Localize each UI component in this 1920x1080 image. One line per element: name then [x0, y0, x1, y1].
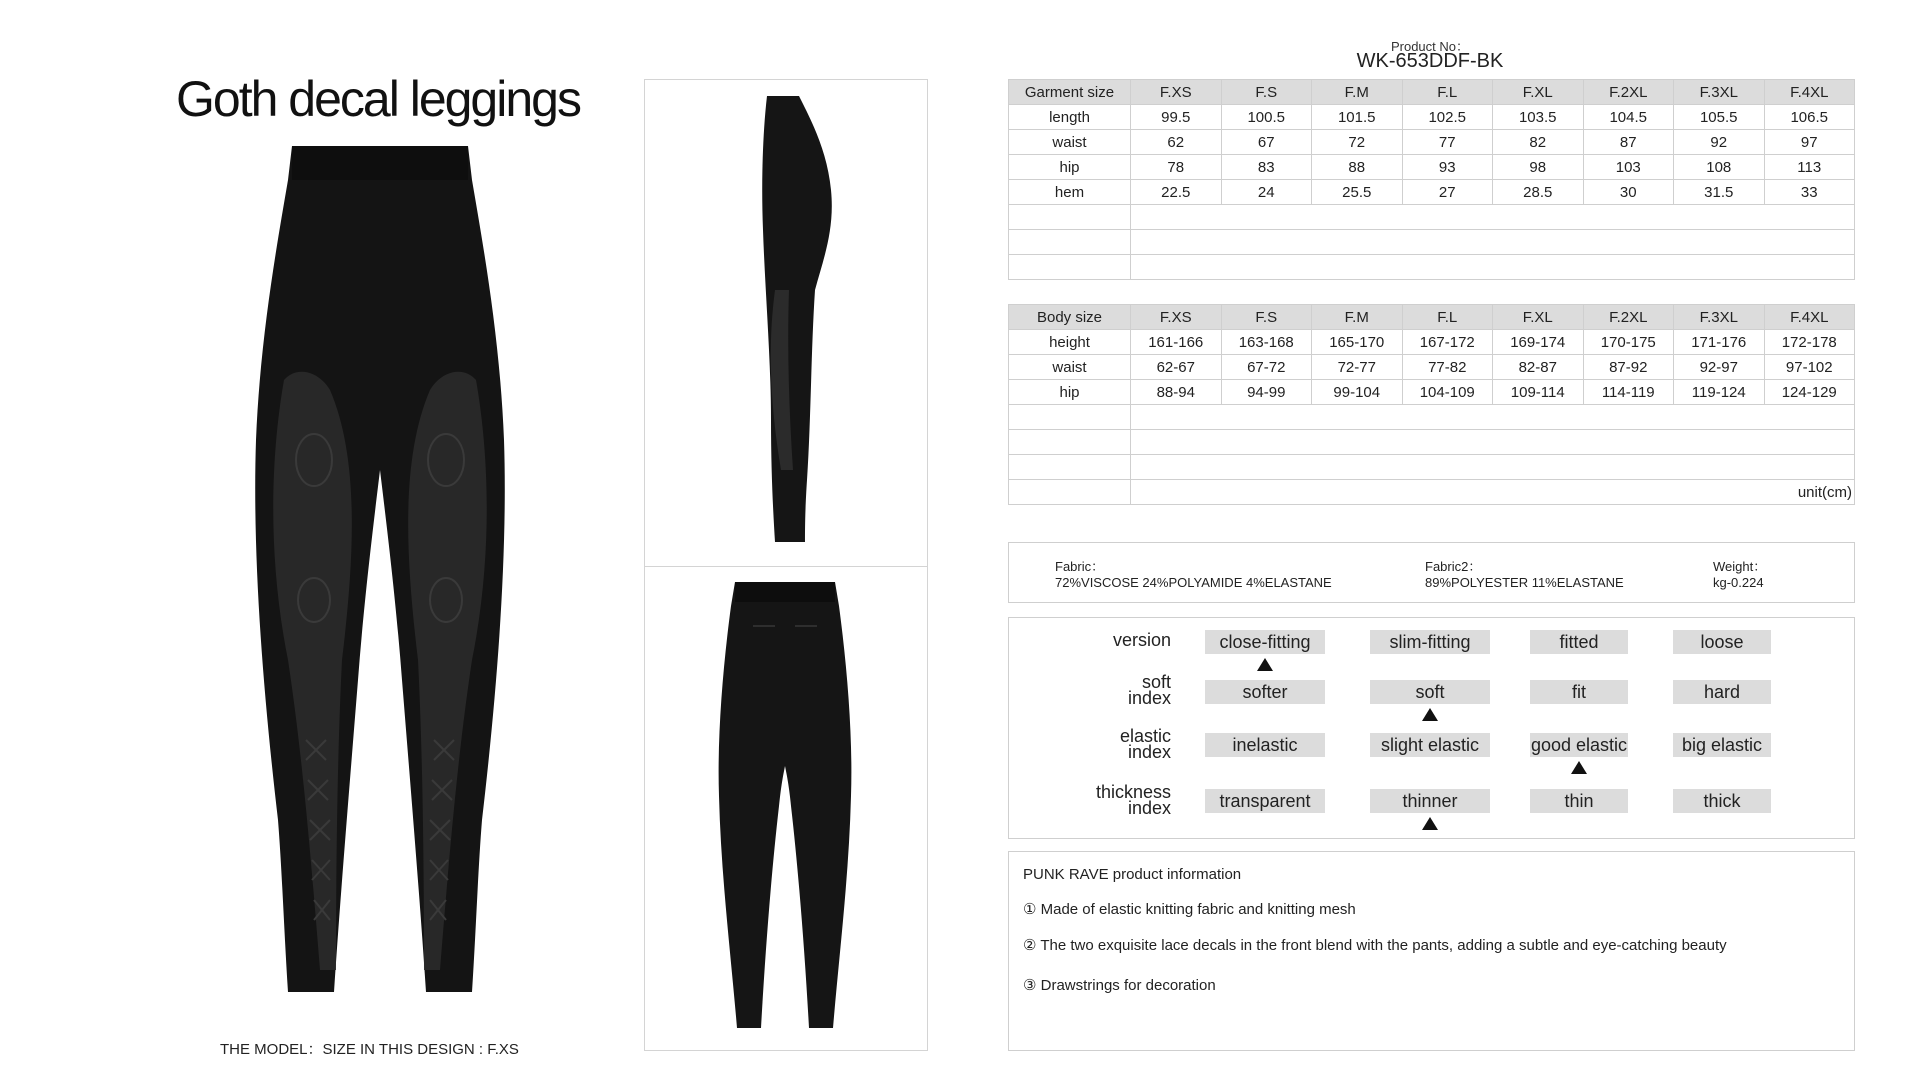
table-row [1009, 380, 1855, 405]
fabric1-label: Fabric： [1055, 559, 1105, 574]
table-cell: 87 [1583, 130, 1674, 155]
table-cell: 62-67 [1131, 355, 1222, 380]
header-cell: F.3XL [1674, 80, 1765, 105]
header-cell: F.M [1312, 305, 1403, 330]
table-cell: 99-104 [1312, 380, 1403, 405]
table-cell: 27 [1402, 180, 1493, 205]
table-cell: 99.5 [1131, 105, 1222, 130]
table-row [1009, 130, 1855, 155]
table-cell: 87-92 [1583, 355, 1674, 380]
table-cell: 24 [1221, 180, 1312, 205]
unit-row [1009, 480, 1855, 505]
row-label: hip [1009, 155, 1131, 180]
table-cell: 104.5 [1583, 105, 1674, 130]
table-cell: 30 [1583, 180, 1674, 205]
thickness-index-label [1071, 784, 1171, 816]
header-cell: F.S [1221, 80, 1312, 105]
table-row [1009, 180, 1855, 205]
header-cell: F.XL [1493, 305, 1584, 330]
table-cell: 97-102 [1764, 355, 1855, 380]
option-loose: loose [1673, 630, 1771, 654]
table-row [1009, 355, 1855, 380]
option-big-elastic: big elastic [1673, 733, 1771, 757]
soft-index-label [1071, 674, 1171, 706]
selected-marker-icon [1422, 708, 1438, 721]
info-heading: PUNK RAVE product information [1023, 866, 1242, 883]
table-cell: 22.5 [1131, 180, 1222, 205]
table-cell: 62 [1131, 130, 1222, 155]
option-slight-elastic: slight elastic [1370, 733, 1490, 757]
table-cell: 83 [1221, 155, 1312, 180]
table-cell: 124-129 [1764, 380, 1855, 405]
option-hard: hard [1673, 680, 1771, 704]
label-line: thickness [1095, 782, 1171, 802]
header-cell: F.4XL [1764, 80, 1855, 105]
option-thick: thick [1673, 789, 1771, 813]
empty-row [1009, 230, 1855, 255]
row-label: waist [1009, 355, 1131, 380]
table-cell: 28.5 [1493, 180, 1584, 205]
weight-info [1713, 559, 1766, 591]
option-fit: fit [1530, 680, 1628, 704]
photo-divider [645, 566, 927, 567]
table-cell: 163-168 [1221, 330, 1312, 355]
table-cell: 72-77 [1312, 355, 1403, 380]
garment-size-table [1008, 79, 1855, 280]
row-label: height [1009, 330, 1131, 355]
header-cell: F.XL [1493, 80, 1584, 105]
option-thin: thin [1530, 789, 1628, 813]
leggings-side-photo [715, 90, 865, 550]
table-cell: 88 [1312, 155, 1403, 180]
table-cell: 172-178 [1764, 330, 1855, 355]
header-cell: F.XS [1131, 80, 1222, 105]
table-cell: 25.5 [1312, 180, 1403, 205]
table-cell: 109-114 [1493, 380, 1584, 405]
table-cell: 113 [1764, 155, 1855, 180]
table-cell: 161-166 [1131, 330, 1222, 355]
table-row [1009, 155, 1855, 180]
table-cell: 103.5 [1493, 105, 1584, 130]
header-cell: F.S [1221, 305, 1312, 330]
row-label: hem [1009, 180, 1131, 205]
elastic-index-label [1071, 728, 1171, 760]
row-label: length [1009, 105, 1131, 130]
fit-indices-panel [1008, 617, 1855, 839]
table-header-row [1009, 305, 1855, 330]
empty-row [1009, 205, 1855, 230]
table-cell: 67 [1221, 130, 1312, 155]
option-thinner: thinner [1370, 789, 1490, 813]
header-cell: F.2XL [1583, 80, 1674, 105]
header-cell: Garment size [1009, 80, 1131, 105]
body-size-table [1008, 304, 1855, 505]
row-label: waist [1009, 130, 1131, 155]
label-line: index [1127, 742, 1171, 762]
header-cell: F.L [1402, 80, 1493, 105]
label-line: index [1127, 688, 1171, 708]
header-cell: F.XS [1131, 305, 1222, 330]
label-line: soft [1141, 672, 1171, 692]
table-cell: 67-72 [1221, 355, 1312, 380]
table-cell: 97 [1764, 130, 1855, 155]
table-cell: 92-97 [1674, 355, 1765, 380]
table-cell: 165-170 [1312, 330, 1403, 355]
table-cell: 31.5 [1674, 180, 1765, 205]
table-cell: 108 [1674, 155, 1765, 180]
table-cell: 88-94 [1131, 380, 1222, 405]
fabric1-info [1055, 559, 1332, 591]
table-cell: 169-174 [1493, 330, 1584, 355]
table-cell: 77-82 [1402, 355, 1493, 380]
table-cell: 105.5 [1674, 105, 1765, 130]
empty-row [1009, 405, 1855, 430]
table-cell: 170-175 [1583, 330, 1674, 355]
table-cell: 98 [1493, 155, 1584, 180]
table-cell: 93 [1402, 155, 1493, 180]
info-item: ③ Drawstrings for decoration [1023, 977, 1216, 994]
model-size-note: THE MODEL：SIZE IN THIS DESIGN : F.XS [220, 1041, 519, 1058]
table-cell: 101.5 [1312, 105, 1403, 130]
table-header-row [1009, 80, 1855, 105]
table-row [1009, 105, 1855, 130]
header-cell: Body size [1009, 305, 1131, 330]
selected-marker-icon [1257, 658, 1273, 671]
weight-value: kg-0.224 [1713, 575, 1764, 590]
product-info-panel [1008, 851, 1855, 1051]
table-cell: 82-87 [1493, 355, 1584, 380]
option-inelastic: inelastic [1205, 733, 1325, 757]
selected-marker-icon [1571, 761, 1587, 774]
label-line: index [1127, 798, 1171, 818]
option-transparent: transparent [1205, 789, 1325, 813]
unit-label: unit(cm) [1131, 480, 1855, 505]
leggings-back-photo [705, 576, 865, 1036]
table-cell: 104-109 [1402, 380, 1493, 405]
empty-row [1009, 255, 1855, 280]
version-label [1071, 632, 1171, 648]
empty-row [1009, 430, 1855, 455]
row-label: hip [1009, 380, 1131, 405]
info-item: ② The two exquisite lace decals in the front blend with the pants, adding a subtle and eye-catching beauty [1023, 937, 1727, 954]
fabric2-label: Fabric2： [1425, 559, 1482, 574]
table-cell: 82 [1493, 130, 1584, 155]
table-cell: 94-99 [1221, 380, 1312, 405]
empty-row [1009, 455, 1855, 480]
option-close-fitting: close-fitting [1205, 630, 1325, 654]
table-cell: 92 [1674, 130, 1765, 155]
table-cell: 72 [1312, 130, 1403, 155]
table-cell: 114-119 [1583, 380, 1674, 405]
option-slim-fitting: slim-fitting [1370, 630, 1490, 654]
product-title: Goth decal leggings [176, 71, 580, 127]
table-cell: 102.5 [1402, 105, 1493, 130]
header-cell: F.L [1402, 305, 1493, 330]
option-soft: soft [1370, 680, 1490, 704]
table-cell: 78 [1131, 155, 1222, 180]
secondary-photos-panel [644, 79, 928, 1051]
table-cell: 167-172 [1402, 330, 1493, 355]
table-cell: 171-176 [1674, 330, 1765, 355]
label-line: elastic [1119, 726, 1171, 746]
label-line: version [1112, 630, 1171, 650]
header-cell: F.4XL [1764, 305, 1855, 330]
option-good-elastic: good elastic [1530, 735, 1628, 755]
fabric2-info [1425, 559, 1624, 591]
table-cell: 106.5 [1764, 105, 1855, 130]
option-fitted: fitted [1530, 630, 1628, 654]
table-cell: 33 [1764, 180, 1855, 205]
leggings-front-photo [210, 140, 530, 1020]
table-row [1009, 330, 1855, 355]
table-cell: 119-124 [1674, 380, 1765, 405]
product-number: WK-653DDF-BK [1356, 50, 1504, 72]
fabric-info-panel [1008, 542, 1855, 603]
table-cell: 77 [1402, 130, 1493, 155]
info-item: ① Made of elastic knitting fabric and knitting mesh [1023, 901, 1356, 918]
fabric1-value: 72%VISCOSE 24%POLYAMIDE 4%ELASTANE [1055, 575, 1332, 590]
table-cell: 100.5 [1221, 105, 1312, 130]
selected-marker-icon [1422, 817, 1438, 830]
weight-label: Weight： [1713, 559, 1767, 574]
header-cell: F.M [1312, 80, 1403, 105]
table-cell: 103 [1583, 155, 1674, 180]
header-cell: F.3XL [1674, 305, 1765, 330]
product-number-label: Product No： [1390, 39, 1470, 54]
header-cell: F.2XL [1583, 305, 1674, 330]
fabric2-value: 89%POLYESTER 11%ELASTANE [1425, 575, 1624, 590]
option-softer: softer [1205, 680, 1325, 704]
